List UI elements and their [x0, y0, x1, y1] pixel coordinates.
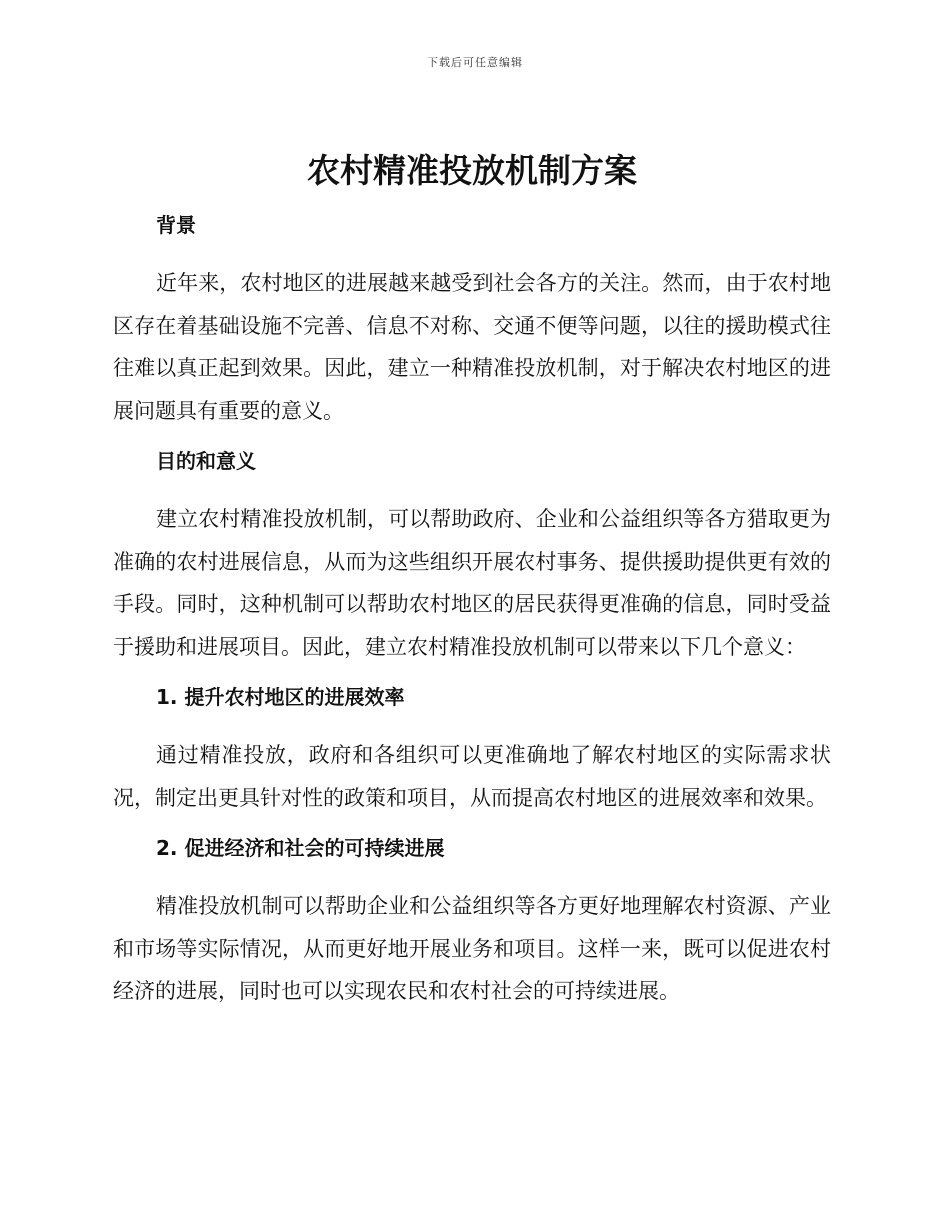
section-sustainability [113, 833, 831, 1013]
section-heading-background: 背景 [156, 213, 196, 237]
paragraph-purpose: 建立农村精准投放机制，可以帮助政府、企业和公益组织等各方猎取更为准确的农村进展信息，从而为这些组织开展农村事务、提供援助提供更有效的手段。同时，这种机制可以帮助农村地区的居民获得更准确的信息，同时受益于援助和进展项目。因此，建立农村精准投放机制可以带来以下几个意义： [113, 507, 831, 659]
paragraph-efficiency: 通过精准投放，政府和各组织可以更准确地了解农村地区的实际需求状况，制定出更具针对性的政策和项目，从而提高农村地区的进展效率和效果。 [113, 743, 831, 810]
section-heading-efficiency: 1. 提升农村地区的进展效率 [156, 685, 405, 709]
document-title: 农村精准投放机制方案 [307, 151, 637, 190]
header-note: 下载后可任意编辑 [427, 56, 523, 69]
paragraph-background: 近年来，农村地区的进展越来越受到社会各方的关注。然而，由于农村地区存在着基础设施不完善、信息不对称、交通不便等问题，以往的援助模式往往难以真正起到效果。因此，建立一种精准投放机制，对于解决农村地区的进展问题具有重要的意义。 [113, 271, 831, 423]
section-heading-sustainability: 2. 促进经济和社会的可持续进展 [156, 836, 445, 860]
paragraph-sustainability: 精准投放机制可以帮助企业和公益组织等各方更好地理解农村资源、产业和市场等实际情况，从而更好地开展业务和项目。这样一来，既可以促进农村经济的进展，同时也可以实现农民和农村社会的可持续进展。 [113, 894, 831, 1003]
section-purpose [113, 446, 831, 682]
section-background [113, 210, 831, 446]
document-body [113, 148, 831, 1013]
section-efficiency [113, 682, 831, 833]
section-heading-purpose: 目的和意义 [156, 449, 256, 473]
